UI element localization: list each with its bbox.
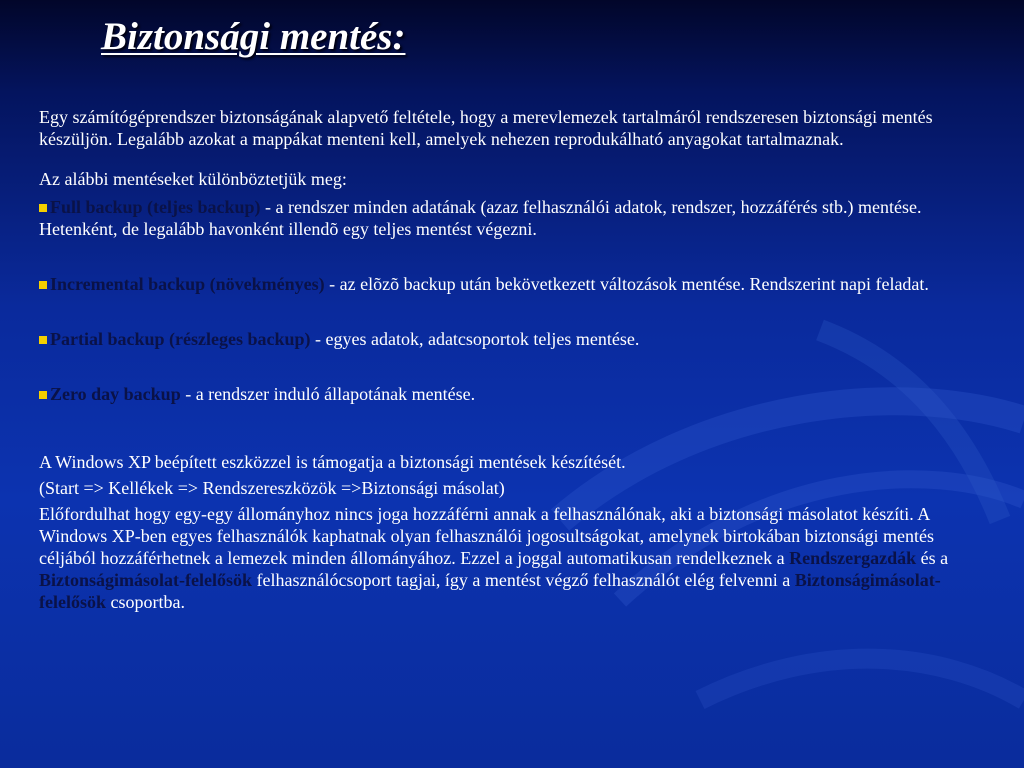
backup-type-item-partial	[39, 328, 974, 350]
square-bullet-icon	[39, 281, 47, 289]
backup-type-name: Partial backup (részleges backup)	[50, 329, 311, 349]
backup-type-description: - a rendszer minden adatának (azaz felhasználói adatok, rendszer, hozzáférés stb.) mentése. Hetenként, de legalább havonként illendõ egy teljes mentést végezni.	[39, 197, 922, 239]
backup-type-name: Zero day backup	[50, 384, 181, 404]
backup-types-intro: Az alábbi mentéseket különböztetjük meg:	[39, 169, 347, 189]
permissions-text: és a	[916, 548, 949, 568]
square-bullet-icon	[39, 204, 47, 212]
backup-type-description: - a rendszer induló állapotának mentése.	[180, 384, 476, 404]
group-name-administrators: Rendszergazdák	[789, 548, 917, 568]
backup-type-item-full	[39, 196, 974, 240]
group-name-backup-operators: Biztonságimásolat-felelősök	[39, 570, 941, 612]
group-name-backup-operators: Biztonságimásolat-felelősök	[39, 570, 252, 590]
backup-type-description: - egyes adatok, adatcsoportok teljes mentése.	[310, 329, 640, 349]
backup-type-name: Full backup (teljes backup)	[50, 197, 261, 217]
windows-xp-paragraph: A Windows XP beépített eszközzel is támogatja a biztonsági mentések készítését.	[39, 452, 626, 472]
square-bullet-icon	[39, 336, 47, 344]
permissions-paragraph	[39, 503, 974, 613]
backup-type-item-incremental	[39, 273, 974, 295]
slide-body	[39, 106, 974, 613]
square-bullet-icon	[39, 391, 47, 399]
menu-path-paragraph: (Start => Kellékek => Rendszereszközök =>Biztonsági másolat)	[39, 478, 505, 498]
backup-type-description: - az elõzõ backup után bekövetkezett változások mentése. Rendszerint napi feladat.	[324, 274, 929, 294]
permissions-text: felhasználócsoport tagjai, így a mentést végző felhasználót elég felvenni a	[252, 570, 795, 590]
permissions-text: csoportba.	[106, 592, 185, 612]
permissions-text: Előfordulhat hogy egy-egy állományhoz nincs joga hozzáférni annak a felhasználónak, aki a biztonsági másolatot készíti. A Windows XP-ben egyes felhasználók kaphatnak olyan felhasználói jogosultságokat, amelynek birtokában biztonsági mentés céljából hozzáférhetnek a lemezek minden állományához. Ezzel a joggal automatikusan rendelkeznek a	[39, 504, 935, 568]
slide-title: Biztonsági mentés:	[101, 15, 406, 58]
backup-type-item-zero-day	[39, 383, 974, 405]
backup-type-name: Incremental backup (növekményes)	[50, 274, 325, 294]
intro-paragraph: Egy számítógéprendszer biztonságának alapvető feltétele, hogy a merevlemezek tartalmáról rendszeresen biztonsági mentés készüljön. Legalább azokat a mappákat menteni kell, amelyek nehezen reprodukálható anyagokat tartalmaznak.	[39, 107, 933, 149]
